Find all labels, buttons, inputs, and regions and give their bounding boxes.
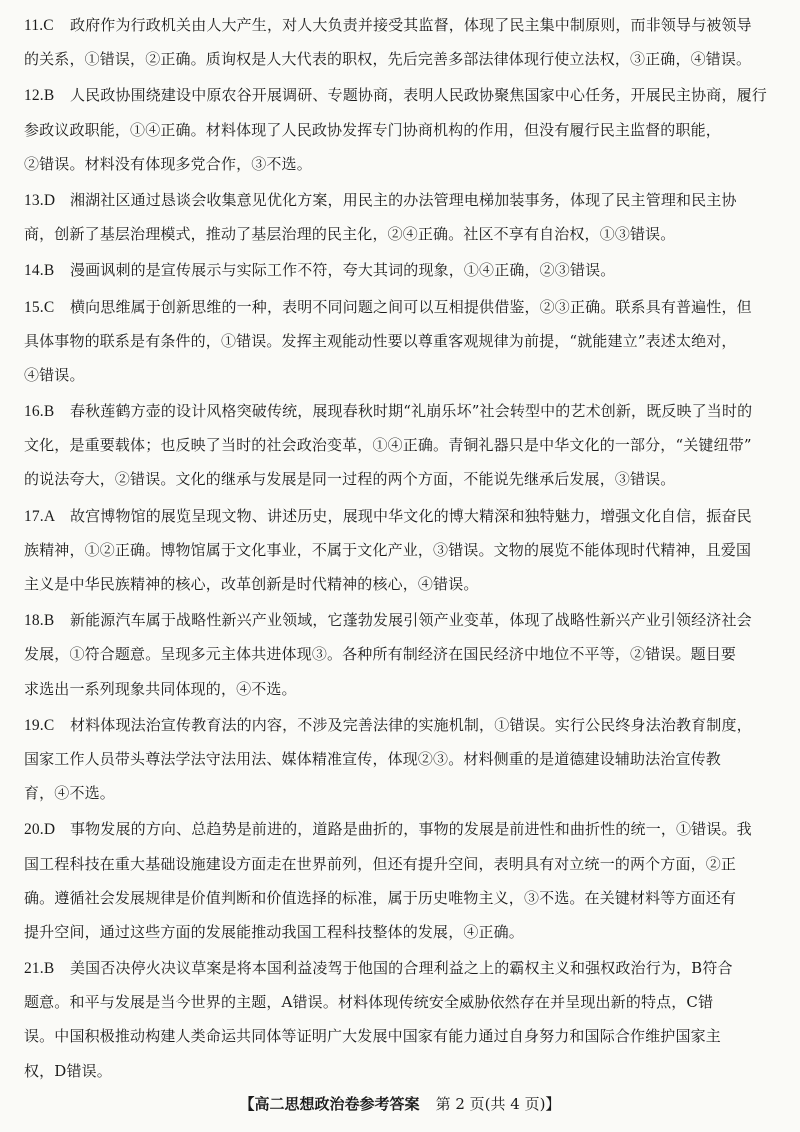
answer-item <box>24 394 776 497</box>
answer-number: 18.B <box>24 612 55 630</box>
answer-line <box>24 985 776 1019</box>
answer-text: 政府作为行政机关由人大产生，对人大负责并接受其监督，体现了民主集中制原则，而非领导与被领导 <box>70 16 752 34</box>
answer-text: 故宫博物馆的展览呈现文物、讲述历史，展现中华文化的博大精深和独特魅力，增强文化自信，振奋民 <box>70 506 752 525</box>
answer-line <box>24 847 776 881</box>
answer-line <box>24 603 776 637</box>
answer-text: ④错误。 <box>24 365 85 384</box>
answer-line <box>24 290 776 324</box>
answer-text: 求选出一系列现象共同体现的，④不选。 <box>24 679 297 698</box>
answer-text: ②错误。材料没有体现多党合作，③不选。 <box>24 154 312 173</box>
answer-line <box>24 915 776 949</box>
answer-line <box>24 567 776 601</box>
answer-line <box>24 42 776 76</box>
answer-text: 新能源汽车属于战略性新兴产业领域，它蓬勃发展引领产业变革，体现了战略性新兴产业引领经济社会 <box>70 611 752 630</box>
answer-text: 育，④不选。 <box>24 784 115 803</box>
answer-line <box>24 428 776 462</box>
answer-text: 的说法夸大，②错误。文化的继承与发展是同一过程的两个方面，不能说先继承后发展，③错误。 <box>24 470 676 489</box>
answer-text: 提升空间，通过这些方面的发展能推动我国工程科技整体的发展，④正确。 <box>24 922 524 941</box>
answer-text: 国工程科技在重大基础设施建设方面走在世界前列，但还有提升空间，表明具有对立统一的两个方面，②正 <box>24 854 737 873</box>
answer-line <box>24 881 776 915</box>
answer-text: 漫画讽刺的是宣传展示与实际工作不符，夸大其词的现象，①④正确，②③错误。 <box>70 261 616 280</box>
answer-number: 21.B <box>24 960 55 978</box>
answer-item <box>24 183 776 251</box>
footer-title: 【高二思想政治卷参考答案 <box>239 1095 420 1113</box>
answer-text: 事物发展的方向、总趋势是前进的，道路是曲折的，事物的发展是前进性和曲折性的统一，①错误。我 <box>70 820 752 839</box>
answer-text: 材料体现法治宣传教育法的内容，不涉及完善法律的实施机制，①错误。实行公民终身法治教育制度， <box>70 715 752 734</box>
answer-line <box>24 533 776 567</box>
answer-number: 16.B <box>24 403 55 421</box>
answer-line <box>24 812 776 846</box>
answer-line <box>24 183 776 217</box>
answer-line <box>24 742 776 776</box>
answer-line <box>24 708 776 742</box>
answer-number: 14.B <box>24 262 55 280</box>
answer-text: 春秋莲鹤方壶的设计风格突破传统，展现春秋时期“礼崩乐坏”社会转型中的艺术创新，既反映了当时的 <box>70 402 753 421</box>
answer-text: 参政议政职能，①④正确。材料体现了人民政协发挥专门协商机构的作用，但没有履行民主监督的职能， <box>24 120 721 139</box>
answer-line <box>24 462 776 496</box>
answer-item <box>24 253 776 287</box>
answer-text: 商，创新了基层治理模式，推动了基层治理的民主化，②④正确。社区不享有自治权，①③错误。 <box>24 225 676 244</box>
answer-number: 11.C <box>24 17 54 34</box>
answer-number: 12.B <box>24 87 55 105</box>
answer-line <box>24 324 776 358</box>
answer-item <box>24 499 776 602</box>
answer-line <box>24 1019 776 1053</box>
answer-number: 17.A <box>24 507 56 525</box>
answer-line <box>24 1054 776 1088</box>
answer-text: 主义是中华民族精神的核心，改革创新是时代精神的核心，④错误。 <box>24 575 479 593</box>
answer-text: 发展，①符合题意。呈现多元主体共进体现③。各种所有制经济在国民经济中地位不平等，②错误。题目要 <box>24 645 737 664</box>
answer-number: 13.D <box>24 191 56 209</box>
answer-item <box>24 951 776 1088</box>
answer-line <box>24 672 776 706</box>
answer-text: 湘湖社区通过恳谈会收集意见优化方案，用民主的办法管理电梯加装事务，体现了民主管理和民主协 <box>70 190 737 209</box>
answer-number: 15.C <box>24 298 55 316</box>
answer-text: 具体事物的联系是有条件的，①错误。发挥主观能动性要以尊重客观规律为前提，“就能建立”表述太绝对， <box>24 331 737 350</box>
answer-line <box>24 78 776 112</box>
answer-line <box>24 8 776 42</box>
answer-line <box>24 776 776 810</box>
answer-item <box>24 603 776 706</box>
answer-item <box>24 708 776 811</box>
answer-text: 美国否决停火决议草案是将本国利益凌驾于他国的合理利益之上的霸权主义和强权政治行为，B符合 <box>70 959 733 978</box>
answer-item <box>24 8 776 76</box>
answer-line <box>24 147 776 181</box>
answer-list <box>24 8 776 1088</box>
answer-text: 横向思维属于创新思维的一种，表明不同问题之间可以互相提供借鉴，②③正确。联系具有普遍性，但 <box>70 297 752 316</box>
answer-item <box>24 290 776 393</box>
answer-line <box>24 394 776 428</box>
answer-line <box>24 113 776 147</box>
answer-line <box>24 499 776 533</box>
answer-number: 19.C <box>24 716 55 734</box>
answer-sheet <box>24 8 776 1090</box>
answer-text: 国家工作人员带头尊法学法守法用法、媒体精准宣传，体现②③。材料侧重的是道德建设辅助法治宣传教 <box>24 749 721 768</box>
answer-item <box>24 812 776 949</box>
footer-page-number: 第 2 页(共 4 页)】 <box>435 1095 561 1113</box>
answer-text: 题意。和平与发展是当今世界的主题，A错误。材料体现传统安全威胁依然存在并呈现出新的特点，C错 <box>24 993 714 1012</box>
answer-text: 文化，是重要载体；也反映了当时的社会政治变革，①④正确。青铜礼器只是中华文化的一部分，“关键纽带” <box>24 436 752 455</box>
answer-line <box>24 358 776 392</box>
answer-line <box>24 951 776 985</box>
answer-text: 族精神，①②正确。博物馆属于文化事业，不属于文化产业，③错误。文物的展览不能体现时代精神，且爱国 <box>24 540 752 559</box>
answer-text: 误。中国积极推动构建人类命运共同体等证明广大发展中国家有能力通过自身努力和国际合作维护国家主 <box>24 1027 721 1046</box>
answer-text: 权，D错误。 <box>24 1061 112 1080</box>
answer-line <box>24 637 776 671</box>
answer-line <box>24 217 776 251</box>
answer-item <box>24 78 776 181</box>
answer-text: 的关系，①错误，②正确。质询权是人大代表的职权，先后完善多部法律体现行使立法权，③正确，④错误。 <box>24 50 752 69</box>
answer-line <box>24 253 776 287</box>
answer-text: 确。遵循社会发展规律是价值判断和价值选择的标准，属于历史唯物主义，③不选。在关键材料等方面还有 <box>24 888 737 907</box>
answer-number: 20.D <box>24 821 56 839</box>
answer-text: 人民政协围绕建设中原农谷开展调研、专题协商，表明人民政协聚焦国家中心任务，开展民主协商，履行 <box>70 86 767 105</box>
page-footer <box>0 1093 800 1114</box>
